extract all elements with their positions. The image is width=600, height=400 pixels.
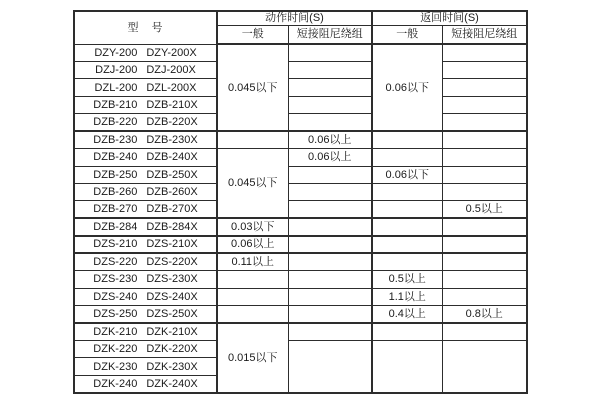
- model-name-x: DZY-200X: [146, 46, 197, 59]
- model-cell: [74, 358, 217, 375]
- col-header-action-time: 动作时间(S): [217, 11, 372, 25]
- model-name-x: DZJ-200X: [146, 64, 196, 77]
- action-damping-cell: [288, 79, 372, 96]
- model-cell: [74, 184, 217, 201]
- col-header-action-damping: 短接阻尼绕组: [288, 25, 372, 44]
- model-name: DZB-210: [93, 98, 138, 111]
- action-general-cell: 0.015以下: [217, 323, 288, 393]
- model-name-x: DZK-240X: [146, 377, 198, 390]
- model-name: DZK-230: [93, 360, 138, 373]
- model-name: DZS-210: [93, 238, 138, 251]
- model-name: DZS-230: [93, 273, 138, 286]
- model-name-x: DZS-210X: [146, 238, 198, 251]
- table-row: [74, 236, 527, 253]
- model-name-x: DZK-220X: [146, 343, 198, 356]
- table-row: [74, 61, 527, 78]
- model-name: DZS-220: [93, 256, 138, 269]
- action-damping-cell: [288, 218, 372, 235]
- model-name: DZK-220: [93, 343, 138, 356]
- action-general-cell: [217, 131, 288, 148]
- model-name: DZB-260: [93, 186, 138, 199]
- model-cell: [74, 271, 217, 288]
- return-damping-cell: [442, 114, 527, 131]
- action-damping-cell: [288, 306, 372, 323]
- model-cell: [74, 149, 217, 166]
- return-damping-cell: [442, 61, 527, 78]
- model-name: DZS-240: [93, 290, 138, 303]
- action-damping-cell: [288, 44, 372, 61]
- return-damping-cell: [442, 184, 527, 201]
- model-name-x: DZS-250X: [146, 307, 198, 320]
- model-name-x: DZS-220X: [146, 256, 198, 269]
- return-damping-cell: [442, 253, 527, 270]
- return-general-cell: [372, 184, 442, 201]
- return-damping-cell: [442, 218, 527, 235]
- col-header-action-general: 一般: [217, 25, 288, 44]
- action-general-cell: 0.11以上: [217, 253, 288, 270]
- action-damping-cell: 0.06以上: [288, 149, 372, 166]
- return-general-cell: 0.06以下: [372, 166, 442, 183]
- return-damping-cell: [442, 323, 527, 340]
- return-damping-cell: [442, 271, 527, 288]
- return-general-cell: [372, 253, 442, 270]
- action-damping-cell: [288, 96, 372, 113]
- action-damping-cell: [288, 271, 372, 288]
- model-name: DZB-250: [93, 168, 138, 181]
- model-name-x: DZK-230X: [146, 360, 198, 373]
- table-row: [74, 114, 527, 131]
- action-general-cell: 0.03以下: [217, 218, 288, 235]
- model-cell: [74, 79, 217, 96]
- return-general-cell: [372, 201, 442, 218]
- return-general-cell: 0.4以上: [372, 306, 442, 323]
- spec-table: [73, 10, 528, 394]
- action-damping-cell: [288, 323, 372, 340]
- model-cell: [74, 201, 217, 218]
- table-row: [74, 96, 527, 113]
- model-name: DZS-250: [93, 307, 138, 320]
- action-general-cell: 0.045以下: [217, 149, 288, 219]
- return-damping-cell: [442, 236, 527, 253]
- return-damping-cell: [442, 44, 527, 61]
- action-damping-cell: [288, 114, 372, 131]
- return-damping-cell: [442, 288, 527, 305]
- return-general-cell: 0.5以上: [372, 271, 442, 288]
- model-cell: [74, 375, 217, 392]
- model-cell: [74, 44, 217, 61]
- return-general-cell: [372, 323, 442, 340]
- col-header-model: 型 号: [74, 11, 217, 44]
- model-name-x: DZB-260X: [146, 186, 198, 199]
- return-damping-cell: [442, 340, 527, 392]
- col-header-return-damping: 短接阻尼绕组: [442, 25, 527, 44]
- model-name: DZK-240: [93, 377, 138, 390]
- model-name: DZJ-200: [95, 64, 138, 77]
- return-general-cell: [372, 131, 442, 148]
- action-damping-cell: [288, 184, 372, 201]
- return-general-cell: [372, 218, 442, 235]
- model-cell: [74, 253, 217, 270]
- action-general-cell: [217, 271, 288, 288]
- model-cell: [74, 306, 217, 323]
- model-cell: [74, 323, 217, 340]
- model-cell: [74, 288, 217, 305]
- return-general-cell: [372, 236, 442, 253]
- table-row: [74, 44, 527, 61]
- return-damping-cell: 0.5以上: [442, 201, 527, 218]
- return-general-cell: [372, 340, 442, 392]
- table-row: [74, 340, 527, 357]
- model-cell: [74, 236, 217, 253]
- return-damping-cell: 0.8以上: [442, 306, 527, 323]
- table-row: [74, 323, 527, 340]
- model-name-x: DZB-240X: [146, 151, 198, 164]
- table-row: [74, 218, 527, 235]
- model-name-x: DZB-250X: [146, 168, 198, 181]
- return-damping-cell: [442, 149, 527, 166]
- action-damping-cell: [288, 61, 372, 78]
- table-row: [74, 288, 527, 305]
- model-name: DZB-240: [93, 151, 138, 164]
- action-damping-cell: 0.06以上: [288, 131, 372, 148]
- relay-time-spec-table: [73, 10, 528, 394]
- model-name-x: DZS-240X: [146, 290, 198, 303]
- col-header-return-time: 返回时间(S): [372, 11, 527, 25]
- table-row: [74, 79, 527, 96]
- model-cell: [74, 218, 217, 235]
- model-cell: [74, 114, 217, 131]
- return-damping-cell: [442, 166, 527, 183]
- model-name: DZB-220: [93, 116, 138, 129]
- action-general-cell: 0.06以上: [217, 236, 288, 253]
- model-name-x: DZK-210X: [146, 325, 198, 338]
- table-row: [74, 201, 527, 218]
- model-name: DZL-200: [94, 81, 138, 94]
- model-name: DZK-210: [93, 325, 138, 338]
- model-name-x: DZB-270X: [146, 203, 198, 216]
- action-damping-cell: [288, 201, 372, 218]
- col-header-return-general: 一般: [372, 25, 442, 44]
- model-name-x: DZS-230X: [146, 273, 198, 286]
- return-damping-cell: [442, 96, 527, 113]
- model-name: DZB-230: [93, 134, 138, 147]
- model-name-x: DZB-220X: [146, 116, 198, 129]
- model-name-x: DZB-230X: [146, 134, 198, 147]
- table-row: [74, 184, 527, 201]
- return-general-cell: 0.06以下: [372, 44, 442, 131]
- model-name: DZB-284: [93, 221, 138, 234]
- model-cell: [74, 340, 217, 357]
- table-row: [74, 131, 527, 148]
- action-general-cell: 0.045以下: [217, 44, 288, 131]
- action-damping-cell: [288, 340, 372, 392]
- action-damping-cell: [288, 288, 372, 305]
- model-name-x: DZB-284X: [146, 221, 198, 234]
- model-name: DZB-270: [93, 203, 138, 216]
- return-damping-cell: [442, 131, 527, 148]
- return-general-cell: [372, 149, 442, 166]
- return-general-cell: 1.1以上: [372, 288, 442, 305]
- model-cell: [74, 61, 217, 78]
- action-general-cell: [217, 306, 288, 323]
- model-cell: [74, 96, 217, 113]
- return-damping-cell: [442, 79, 527, 96]
- action-general-cell: [217, 288, 288, 305]
- action-damping-cell: [288, 166, 372, 183]
- action-damping-cell: [288, 253, 372, 270]
- action-damping-cell: [288, 236, 372, 253]
- model-name-x: DZB-210X: [146, 98, 198, 111]
- table-row: [74, 253, 527, 270]
- model-cell: [74, 166, 217, 183]
- table-row: [74, 166, 527, 183]
- table-row: [74, 149, 527, 166]
- table-row: [74, 306, 527, 323]
- model-name: DZY-200: [94, 46, 138, 59]
- model-name-x: DZL-200X: [146, 81, 197, 94]
- table-row: [74, 271, 527, 288]
- model-cell: [74, 131, 217, 148]
